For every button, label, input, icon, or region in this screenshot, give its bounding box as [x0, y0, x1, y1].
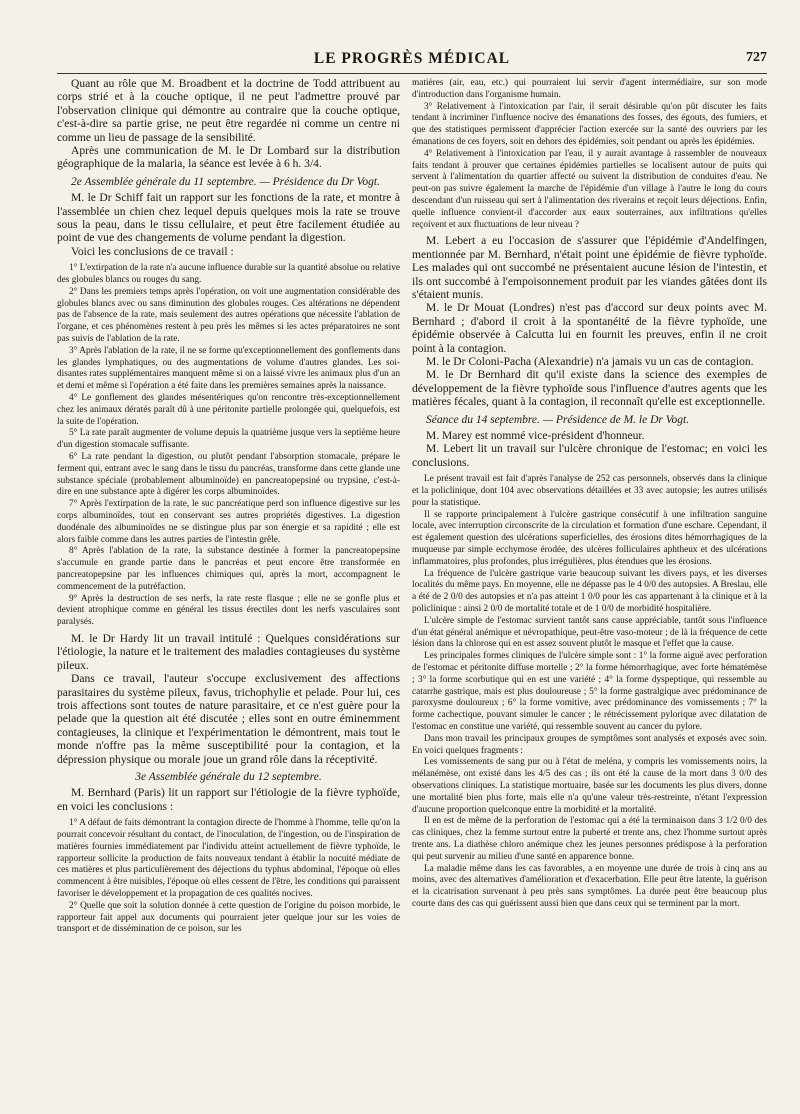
left-column [57, 78, 400, 1114]
section-heading-text: 3e Assemblée générale du 12 septembre. [135, 771, 322, 784]
report-paragraph: La fréquence de l'ulcère gastrique varie beaucoup suivant les divers pays, et les diverses localités du même pays. En moyenne, elle ne dépasse pas le 4 0/0 des autopsies. A Breslau, elle a été de 2 0/0 des autopsies et n'a pas atteint 1 0/0 pour les cas appartenant à la clinique et à la policlinique : ainsi 2 0/0 de mortalité totale et de 1 0/0 de morbidité hospitalière. [412, 568, 767, 615]
report-paragraph: La maladie même dans les cas favorables, a en moyenne une durée de trois à cinq ans au moins, avec des alternatives d'amélioration et d'exacerbation. Elle peut être latente, la guérison et la cicatrisation survenant à peu près sans symptômes. La durée peut être beaucoup plus courte dans des cas qui guérissent aussi bien que dans ceux qui se terminent par la mort. [412, 863, 767, 909]
report-paragraph: Il en est de même de la perforation de l'estomac qui a été la terminaison dans 3 1/2 0/0 des cas cliniques, chez la femme surtout entre la puberté et trente ans, chez l'homme surtout après trente ans. La diathèse chloro anémique chez les jeunes personnes prédispose à la perforation qui peut survenir au milieu d'une santé en apparence bonne. [412, 816, 767, 862]
report-paragraph: Il se rapporte principalement à l'ulcère gastrique consécutif à une infiltration sanguine locale, avec interruption circonscrite de la circulation et formation d'une eschare. Cependant, il est également question des ulcérations superficielles, des érosions dites hémorrhagiques de la muqueuse par simple ecchymose érodée, des ulcères folliculaires aphtheux et des ulcérations inflammatoires, plus profondes, plus irrégulières, plus étendues que les érosions. [412, 509, 767, 567]
paragraph: M. Lebert a eu l'occasion de s'assurer que l'épidémie d'Andelfingen, mentionnée par M. Bernhard, n'était point une épidémie de fièvre typhoïde. Les malades qui ont succombé ne présentaient aucune lésion de l'intestin, et ils ont succombé à l'empoisonnement produit par les viandes gâtées dont ils s'étaient munis. [412, 235, 767, 301]
journal-title: LE PROGRÈS MÉDICAL [313, 50, 511, 67]
conclusion-item: 5° La rate paraît augmenter de volume depuis la quatrième jusque vers la septième heure d'un digestion stomacale suffisante. [57, 428, 400, 451]
report-paragraph: Le présent travail est fait d'après l'analyse de 252 cas personnels, observés dans la clinique et la policlinique, dont 104 avec observations détaillées et 33 avec autopsie; les autres utilisés pour la statistique. [412, 474, 767, 508]
conclusion-item: 1° L'extirpation de la rate n'a aucune influence durable sur la quantité absolue ou relative des globules blancs ou rouges du sang. [57, 263, 400, 286]
conclusion-item: 3° Relativement à l'intoxication par l'air, il serait désirable qu'on pût discuter les faits tendant à incriminer l'influence nocive des émanations des fosses, des égouts, des fumiers, et que des statistiques permissent d'apprécier l'action exercée sur la santé des ouvriers par les émanations de ces foyers, soit en dehors des épidémies, soit pendant ou après les épidémies. [412, 101, 767, 147]
paragraph: M. le Dr Mouat (Londres) n'est pas d'accord sur deux points avec M. Bernhard ; d'abord il croit à la spontanéité de la fièvre typhoïde, une épidémie observée à Calcutta lui en fournit les preuves, enfin il ne croit point à la contagion. [412, 302, 767, 355]
conclusion-item: 7° Après l'extirpation de la rate, le suc pancréatique perd son influence digestive sur les corps albuminoïdes, tout en conservant ses autres propriétés digestives. La digestion duodénale des albuminoïdes ne se distingue plus par son énergie et sa rapidité ; elle est alors faible comme dans les autres parties de l'intestin grêle. [57, 499, 400, 545]
paragraph: Quant au rôle que M. Broadbent et la doctrine de Todd attribuent au corps strié et à la couche optique, il ne peut l'admettre prouvé par l'observation clinique qui démontre au contraire que la couche optique, c'est-à-dire sa partie grise, ne peut être regardée ni comme un centre ni comme un lieu de passage de la sensibilité. [57, 78, 400, 144]
section-heading-text: 2e Assemblée générale du 11 septembre. — Présidence du Dr Vogt. [71, 175, 380, 188]
report-paragraph: Les principales formes cliniques de l'ulcère simple sont : 1° la forme aiguë avec perforation de l'estomac et péritonite diffuse mortelle ; 2° la forme hémorrhagique, avec forte hématémèse ; 3° la forme scorbutique qui en est une variété ; 4° la forme dyspeptique, qui ressemble au catarrhe gastrique, mais est plus douloureuse ; 5° la forme gastralgique avec prédominance de paroxysme douloureux ; 6° la forme vomitive, avec prédominance des vomissements ; 7° la forme cachectique, pouvant simuler le cancer ; le rétrécissement pylorique avec dilatation de l'estomac en constitue une variété, qui ressemble souvent au cancer du pylore. [412, 651, 767, 732]
header-rule [57, 73, 767, 74]
section-heading-text: Séance du 14 septembre. — Présidence de M. le Dr Vogt. [426, 413, 690, 426]
conclusion-item: 3° Après l'ablation de la rate, il ne se forme qu'exceptionnellement des gonflements dans les glandes lymphatiques, ou des augmentations de volume d'autres glandes. Les soi-disantes rates supplémentaires manquent même si on a laissé vivre les animaux plus d'un an et demi et même si l'opération a été faite dans les premières semaines après la naissance. [57, 345, 400, 392]
conclusion-item: 2° Quelle que soit la solution donnée à cette question de l'origine du poison morbide, le rapporteur fait appel aux documents qui pourraient jeter quelque jour sur les voies de transport et de dissémination de ce poison, sur les [57, 900, 400, 935]
conclusion-item: 8° Après l'ablation de la rate, la substance destinée à former la pancreatopepsine s'accumule en grande partie dans le pancréas et peut encore être transformée en pancreatopepsine par les influences chimiques qui, après la mort, accompagnent le commencement de la putréfaction. [57, 546, 400, 592]
section-heading [57, 176, 400, 189]
paragraph: M. Marey est nommé vice-président d'honneur. [426, 430, 645, 443]
section-heading [412, 414, 767, 427]
report-paragraph: Les vomissements de sang pur ou à l'état de meléna, y compris les vomissements noirs, la mélanémèse, ont existé dans les 4/5 des cas ; ils ont été la cause de la mort dans 3 0/0 des observations cliniques. La statistique mortuaire, basée sur les documents les plus divers, donne une mortalité bien plus forte, mais elle n'a qu'une valeur très-restreinte, n'étant l'expression d'aucune proportion quelconque entre la morbidité et la mortalité. [412, 757, 767, 815]
section-heading [57, 771, 400, 784]
paragraph: Dans ce travail, l'auteur s'occupe exclusivement des affections parasitaires du système pileux, favus, trichophylie et pelade. Pour lui, ces trois affections sont toutes de nature parasitaire, et ce n'est guère pour la pelade que la question ait été discutée ; elles sont en outre éminemment contagieuses, la clinique et l'expérimentation le démontrent, mais tout le monde n'offre pas la même susceptibilité pour la contagion, et la dépression physique ou morale joue un grand rôle dans la réceptivité. [57, 673, 400, 766]
conclusion-item: 6° La rate pendant la digestion, ou plutôt pendant l'absorption stomacale, prépare le ferment qui, entrant avec le sang dans le tissu du pancréas, transforme dans cette glande une substance spéciale (probablement albuminoïde) en pancreatopepsiné ou trypsine, c'est-à-dire en une substance apte à digérer les corps albuminoïdes. [57, 452, 400, 498]
conclusion-item: 2° Dans les premiers temps après l'opération, on voit une augmentation considérable des globules blancs avec ou sans diminution des globules rouges. Ces altérations ne dépendent pas de l'absence de la rate, mais seulement des autres opérations que nécessite l'ablation de l'organe, et ces phénomènes restent à peu près les mêmes si les actes préparatoires ne sont pas suivis de l'ablation de la rate. [57, 286, 400, 345]
paragraph: M. Lebert lit un travail sur l'ulcère chronique de l'estomac; en voici les conclusions. [412, 443, 767, 469]
paragraph: Voici les conclusions de ce travail : [71, 245, 234, 258]
paragraph: Après une communication de M. le Dr Lombard sur la distribution géographique de la malaria, la séance est levée à 6 h. 3/4. [57, 145, 400, 171]
paragraph: M. le Dr Hardy lit un travail intitulé : Quelques considérations sur l'étiologie, la nature et le traitement des maladies contagieuses du système pileux. [57, 632, 400, 672]
conclusion-item: 4° Le gonflement des glandes mésentériques qu'on rencontre très-exceptionnellement chez les animaux dératés paraît dû à une péritonite partielle prolongée qui, quelquefois, est la suite de l'opération. [57, 393, 400, 427]
conclusion-item: 4° Relativement à l'intoxication par l'eau, il y aurait avantage à rassembler de nouveaux faits tendant à prouver que certaines épidémies partielles se localisent autour de puits qui servent à l'alimentation du quartier affecté ou suivent la distribution de conduites d'eau. Ne peut-on pas suivre également la marche de l'épidémie d'un village à l'autre le long du cours descendant d'un ruisseau qui sert à l'alimentation des riverains et reçoit leurs déjections. Enfin, quelle influence convient-il d'accorder aux eaux souterraines, aux infiltrations qu'elles reçoivent et aux fluctuations de leur niveau ? [412, 148, 767, 230]
paragraph: M. Bernhard (Paris) lit un rapport sur l'étiologie de la fièvre typhoïde, en voici les conclusions : [57, 787, 400, 813]
right-column [412, 78, 767, 1114]
conclusion-item: 9° Après la destruction de ses nerfs, la rate reste flasque ; elle ne se gonfle plus et devient atrophique comme en général les tissus érectiles dont les nerfs vasculaires sont paralysés. [57, 593, 400, 628]
paragraph: M. le Dr Schiff fait un rapport sur les fonctions de la rate, et montre à l'assemblée un chien chez lequel depuis quelques mois la rate se trouve sous la peau, dans le tissu cellulaire, et peut être facilement étudiée au point de vue des changements de volume pendant la digestion. [57, 192, 400, 245]
report-paragraph: L'ulcère simple de l'estomac survient tantôt sans cause appréciable, tantôt sous l'influence d'un état général anémique et névropathique, peut-être vaso-moteur ; de là la fréquence de cette lésion dans la chlorose qui en est assez souvent plutôt le masque et l'effet que la cause. [412, 615, 767, 650]
conclusion-item: 1° A défaut de faits démontrant la contagion directe de l'homme à l'homme, telle qu'on la pourrait concevoir résultant du contact, de l'inoculation, de l'ingestion, ou de l'inspiration de matières fournies immédiatement par l'individu atteint actuellement de fièvre typhoïde, le rapporteur sollicite la production de faits nouveaux tendant à établir la nocuité médiate de ces matières et plus particulièrement des déjections du typhus abdominal, l'époque où elles commencent à être nuisibles, l'époque où elles cessent de l'être, les conditions qui paraissent favoriser le développement et la propagation de ces qualités nocives. [57, 818, 400, 900]
page-number: 727 [746, 50, 767, 65]
paragraph: M. le Dr Bernhard dit qu'il existe dans la science des exemples de développement de la fièvre typhoïde sous l'influence d'autres agents que les matières fécales, quant à la contagion, il reconnaît qu'elle est exceptionnelle. [412, 369, 767, 409]
running-header [57, 50, 767, 70]
report-paragraph: Dans mon travail les principaux groupes de symptômes sont analysés et exposés avec soin. En voici quelques fragments : [412, 733, 767, 756]
paragraph: M. le Dr Coloni-Pacha (Alexandrie) n'a jamais vu un cas de contagion. [426, 356, 754, 369]
conclusion-item: matières (air, eau, etc.) qui pourraient lui servir d'agent intermédiaire, sur son mode d'introduction dans l'organisme humain. [412, 78, 767, 100]
